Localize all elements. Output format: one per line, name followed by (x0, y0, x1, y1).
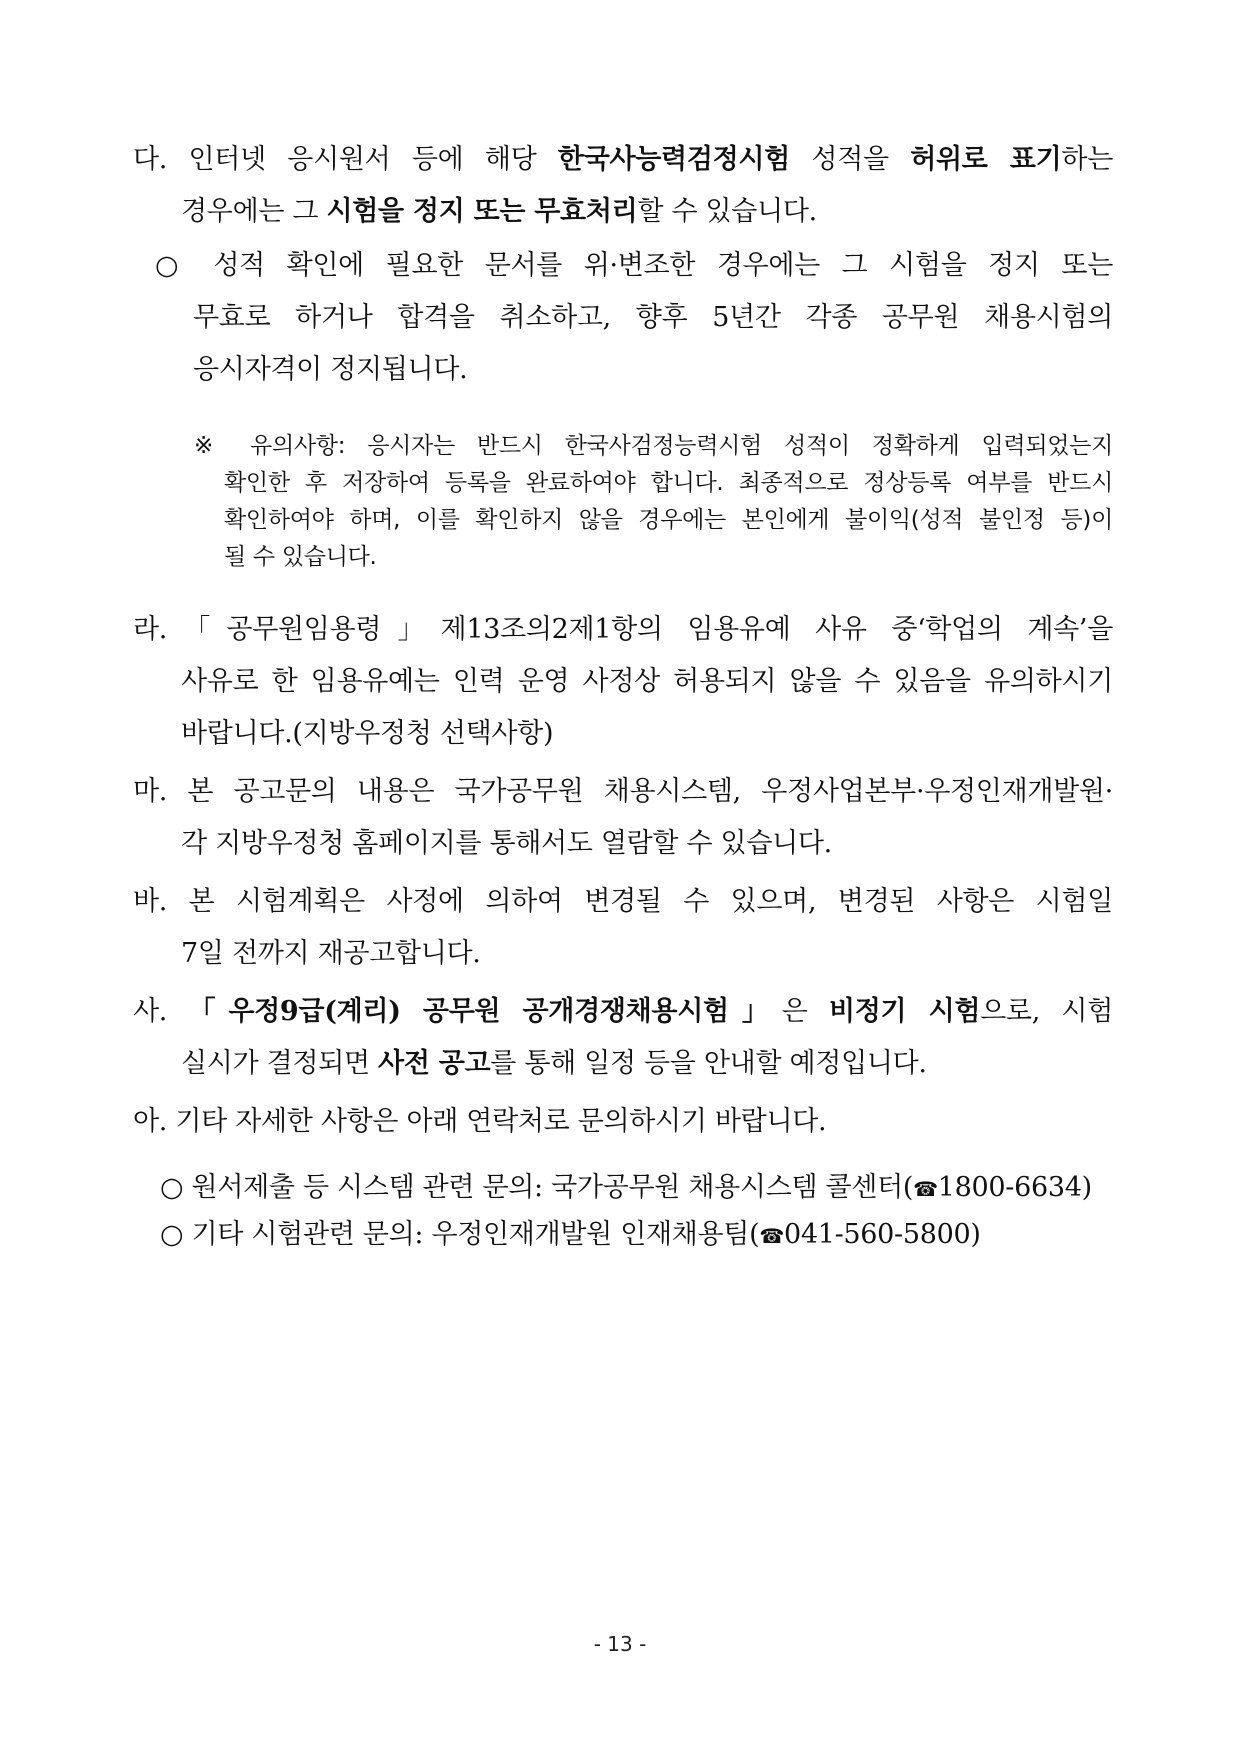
section-ra-line-3: 바랍니다.(지방우정청 선택사항) (181, 718, 554, 749)
notice-line-4: 될 수 있습니다. (224, 544, 377, 570)
section-ba-line-2: 7일 전까지 재공고합니다. (181, 938, 481, 969)
section-a-line-1: 아. 기타 자세한 사항은 아래 연락처로 문의하시기 바랍니다. (133, 1106, 827, 1137)
section-ba-line-1: 바. 본 시험계획은 사정에 의하여 변경될 수 있으며, 변경된 사항은 시험일 (133, 886, 1113, 917)
circle-line-2: 무효로 하거나 합격을 취소하고, 향후 5년간 각종 공무원 채용시험의 (193, 302, 1113, 333)
circle-line-3: 응시자격이 정지됩니다. (193, 354, 468, 385)
page-number: - 13 - (593, 1632, 647, 1656)
section-sa-line-1: 사. 「우정9급(계리) 공무원 공개경쟁채용시험」은 비정기 시험으로, 시험 (133, 996, 1113, 1027)
contact-list (160, 1162, 1113, 1262)
section-ra-line-2: 사유로 한 임용유예는 인력 운영 사정상 허용되지 않을 수 있음을 유의하시기 (181, 666, 1113, 697)
section-da (133, 134, 1113, 238)
section-da-line-1: 다. 인터넷 응시원서 등에 해당 한국사능력검정시험 성적을 허위로 표기하는 (133, 144, 1113, 175)
section-da-line-2: 경우에는 그 시험을 정지 또는 무효처리할 수 있습니다. (181, 196, 817, 227)
section-sa (133, 986, 1113, 1090)
notice-line-3: 확인하여야 하며, 이를 확인하지 않을 경우에는 본인에게 불이익(성적 불인정 등)이 (224, 507, 1113, 533)
phone-icon: ☎ (759, 1224, 784, 1248)
section-ma-line-1: 마. 본 공고문의 내용은 국가공무원 채용시스템, 우정사업본부·우정인재개발원· (133, 776, 1113, 807)
notice-box (194, 428, 1113, 576)
section-ma-line-2: 각 지방우정청 홈페이지를 통해서도 열람할 수 있습니다. (181, 828, 832, 859)
section-ma (133, 766, 1113, 870)
section-da-circle (155, 240, 1113, 396)
section-sa-line-2: 실시가 결정되면 사전 공고를 통해 일정 등을 안내할 예정입니다. (181, 1048, 927, 1079)
contact-exam: ○ 기타 시험관련 문의: 우정인재개발원 인재채용팀(☎041-560-5800) (160, 1219, 981, 1250)
phone-number: 041-560-5800 (783, 1219, 971, 1250)
contact-system: ○ 원서제출 등 시스템 관련 문의: 국가공무원 채용시스템 콜센터(☎1800-6634) (160, 1172, 1092, 1203)
section-ba (133, 876, 1113, 980)
section-a (133, 1096, 1113, 1148)
section-ra-line-1: 라.「공무원임용령」제13조의2제1항의 임용유예 사유 중‘학업의 계속’을 (133, 614, 1113, 645)
circle-line-1: ○ 성적 확인에 필요한 문서를 위·변조한 경우에는 그 시험을 정지 또는 (155, 250, 1113, 281)
notice-line-2: 확인한 후 저장하여 등록을 완료하여야 합니다. 최종적으로 정상등록 여부를 반드시 (224, 470, 1113, 496)
section-ra (133, 604, 1113, 760)
phone-number: 1800-6634 (937, 1172, 1082, 1203)
notice-line-1: ※ 유의사항: 응시자는 반드시 한국사검정능력시험 성적이 정확하게 입력되었는지 (194, 433, 1113, 459)
phone-icon: ☎ (913, 1177, 938, 1201)
